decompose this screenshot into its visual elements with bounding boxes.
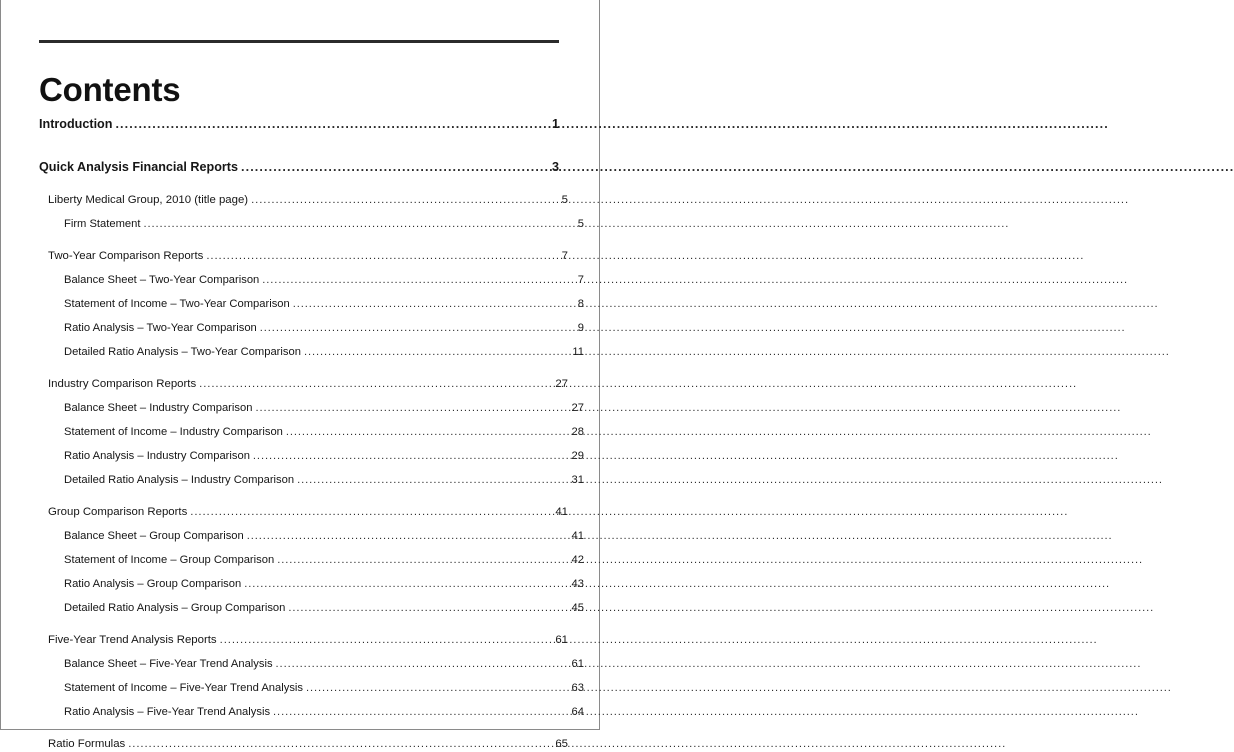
toc-dot-leader (286, 429, 571, 440)
toc-entry-label: Balance Sheet – Five-Year Trend Analysis (64, 658, 273, 670)
toc-page-number: 45 (571, 602, 584, 614)
toc-entry[interactable] (64, 704, 584, 720)
toc-entry-label: Statement of Income – Group Comparison (64, 554, 275, 566)
toc-dot-leader (143, 221, 576, 232)
toc-entry-label: Statement of Income – Two-Year Comparison (64, 298, 290, 310)
toc-entry-label: Five-Year Trend Analysis Reports (48, 634, 217, 646)
toc-dot-leader (273, 709, 571, 720)
toc-entry-label: Industry Comparison Reports (48, 378, 197, 390)
toc-page-number: 27 (555, 378, 568, 390)
toc-entry[interactable] (64, 448, 584, 464)
toc-page-number: 1 (551, 117, 559, 131)
toc-entry[interactable] (48, 248, 568, 264)
toc-dot-leader (304, 349, 571, 360)
toc-dot-leader (190, 509, 554, 520)
toc-entry[interactable] (64, 344, 584, 360)
toc-dot-leader (253, 453, 571, 464)
toc-entry[interactable] (48, 376, 568, 392)
toc-dot-leader (262, 277, 576, 288)
toc-dot-leader (288, 605, 570, 616)
toc-dot-leader (276, 661, 571, 672)
toc-dot-leader (247, 533, 571, 544)
toc-dot-leader (297, 477, 570, 488)
toc-entry-label: Firm Statement (64, 218, 141, 230)
toc-entry-label: Balance Sheet – Two-Year Comparison (64, 274, 260, 286)
toc-entry-label: Ratio Analysis – Industry Comparison (64, 450, 250, 462)
toc-dot-leader (115, 120, 551, 133)
toc-entry-label: Quick Analysis Financial Reports (39, 160, 238, 174)
toc-dot-leader (255, 405, 570, 416)
toc-entry[interactable] (64, 320, 584, 336)
toc-entry[interactable] (64, 680, 584, 696)
toc-entry[interactable] (64, 424, 584, 440)
toc-entry-label: Detailed Ratio Analysis – Two-Year Comparison (64, 346, 301, 358)
toc-page-number: 61 (571, 658, 584, 670)
toc-dot-leader (128, 741, 554, 752)
toc-entry-label: Ratio Analysis – Group Comparison (64, 578, 242, 590)
toc-page-number: 3 (551, 160, 559, 174)
toc-dot-leader (260, 325, 577, 336)
toc-dot-leader (220, 637, 555, 648)
toc-page-number: 43 (571, 578, 584, 590)
toc-entry[interactable] (64, 552, 584, 568)
toc-entry[interactable] (64, 272, 584, 288)
toc-entry[interactable] (48, 504, 568, 520)
toc-page-number: 8 (577, 298, 584, 310)
toc-page-number: 63 (571, 682, 584, 694)
table-of-contents-list (39, 116, 584, 752)
toc-page-number: 41 (571, 530, 584, 542)
toc-page-number: 64 (571, 706, 584, 718)
toc-dot-leader (293, 301, 577, 312)
toc-entry[interactable] (39, 159, 559, 176)
toc-page-number: 5 (561, 194, 568, 206)
toc-entry-label: Balance Sheet – Group Comparison (64, 530, 244, 542)
toc-entry[interactable] (64, 216, 584, 232)
toc-entry-label: Ratio Formulas (48, 738, 126, 750)
toc-entry-label: Detailed Ratio Analysis – Industry Comparison (64, 474, 295, 486)
toc-entry-label: Group Comparison Reports (48, 506, 188, 518)
page-title: Contents (39, 71, 181, 109)
toc-entry[interactable] (64, 296, 584, 312)
toc-page-number: 61 (555, 634, 568, 646)
toc-page-number: 7 (577, 274, 584, 286)
toc-page-number: 11 (572, 346, 584, 358)
toc-page-number: 5 (577, 218, 584, 230)
toc-entry[interactable] (48, 192, 568, 208)
toc-page-number: 42 (571, 554, 584, 566)
page-content-area (39, 0, 584, 750)
toc-entry[interactable] (64, 656, 584, 672)
toc-dot-leader (199, 381, 554, 392)
toc-entry-label: Two-Year Comparison Reports (48, 250, 204, 262)
toc-entry[interactable] (64, 400, 584, 416)
toc-page-number: 27 (571, 402, 584, 414)
toc-entry-label: Introduction (39, 117, 113, 131)
document-page (0, 0, 600, 750)
toc-entry[interactable] (39, 116, 559, 133)
toc-entry[interactable] (64, 472, 584, 488)
toc-page-number: 28 (571, 426, 584, 438)
toc-entry[interactable] (64, 528, 584, 544)
toc-entry[interactable] (64, 576, 584, 592)
toc-dot-leader (251, 197, 561, 208)
toc-entry-label: Ratio Analysis – Five-Year Trend Analysis (64, 706, 271, 718)
toc-page-number: 41 (555, 506, 568, 518)
toc-page-number: 7 (561, 250, 568, 262)
toc-entry[interactable] (64, 600, 584, 616)
toc-page-number: 9 (577, 322, 584, 334)
toc-entry-label: Liberty Medical Group, 2010 (title page) (48, 194, 249, 206)
toc-dot-leader (306, 685, 571, 696)
toc-dot-leader (241, 163, 551, 176)
toc-entry[interactable] (48, 632, 568, 648)
toc-entry-label: Ratio Analysis – Two-Year Comparison (64, 322, 257, 334)
toc-dot-leader (244, 581, 570, 592)
toc-entry-label: Statement of Income – Industry Comparison (64, 426, 283, 438)
toc-entry-label: Balance Sheet – Industry Comparison (64, 402, 253, 414)
toc-entry-label: Detailed Ratio Analysis – Group Comparison (64, 602, 286, 614)
toc-entry-label: Statement of Income – Five-Year Trend Analysis (64, 682, 303, 694)
toc-page-number: 29 (571, 450, 584, 462)
toc-page-number: 31 (571, 474, 584, 486)
toc-dot-leader (277, 557, 570, 568)
toc-entry[interactable] (48, 736, 568, 752)
toc-page-number: 65 (555, 738, 568, 750)
toc-dot-leader (206, 253, 560, 264)
title-divider-rule (39, 40, 559, 43)
